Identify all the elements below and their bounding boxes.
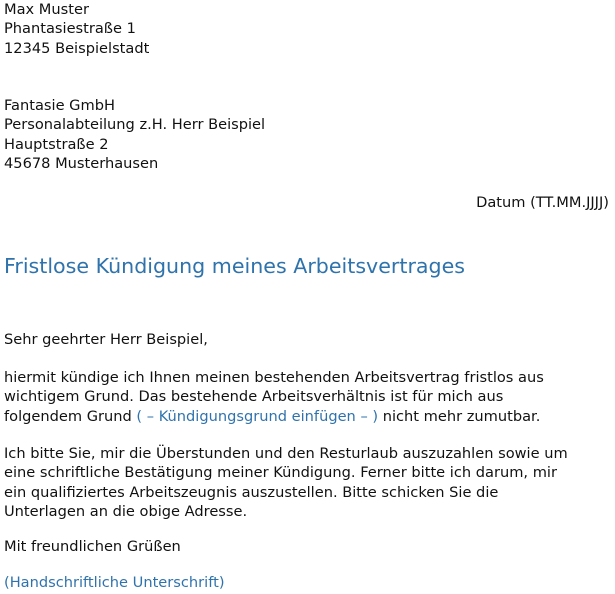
reason-placeholder: ( – Kündigungsgrund einfügen – ) bbox=[136, 407, 379, 425]
sender-name: Max Muster bbox=[4, 1, 89, 18]
recipient-street: Hauptstraße 2 bbox=[4, 135, 109, 153]
paragraph-line bbox=[4, 407, 544, 426]
paragraph-line: ein qualifiziertes Arbeitszeugnis auszustellen. Bitte schicken Sie die bbox=[4, 483, 499, 501]
salutation: Sehr geehrter Herr Beispiel, bbox=[4, 331, 208, 348]
recipient-company: Fantasie GmbH bbox=[4, 97, 115, 114]
paragraph-line: Unterlagen an die obige Adresse. bbox=[4, 502, 248, 520]
letter-page bbox=[4, 0, 611, 594]
recipient-department: Personalabteilung z.H. Herr Beispiel bbox=[4, 116, 266, 134]
recipient-city: 45678 Musterhausen bbox=[4, 154, 159, 172]
paragraph-termination bbox=[4, 368, 544, 426]
paragraph-line: eine schriftliche Bestätigung meiner Kündigung. Ferner bitte ich darum, mir bbox=[4, 464, 557, 482]
paragraph-line: hiermit kündige ich Ihnen meinen bestehenden Arbeitsvertrag fristlos aus bbox=[4, 369, 544, 386]
paragraph-text: folgendem Grund bbox=[4, 407, 137, 425]
sender-city: 12345 Beispielstadt bbox=[4, 39, 150, 57]
sender-street: Phantasiestraße 1 bbox=[4, 20, 136, 38]
signature-placeholder: (Handschriftliche Unterschrift) bbox=[4, 574, 225, 591]
recipient-address bbox=[4, 96, 265, 173]
letter-subject: Fristlose Kündigung meines Arbeitsvertrages bbox=[4, 254, 466, 278]
sender-address bbox=[4, 0, 149, 58]
paragraph-requests bbox=[4, 444, 568, 521]
paragraph-line: wichtigem Grund. Das bestehende Arbeitsverhältnis ist für mich aus bbox=[4, 388, 504, 406]
closing-phrase: Mit freundlichen Grüßen bbox=[4, 538, 181, 555]
paragraph-text: nicht mehr zumutbar. bbox=[378, 407, 541, 425]
letter-date: Datum (TT.MM.JJJJ) bbox=[476, 194, 609, 211]
paragraph-line: Ich bitte Sie, mir die Überstunden und den Resturlaub auszuzahlen sowie um bbox=[4, 445, 568, 462]
